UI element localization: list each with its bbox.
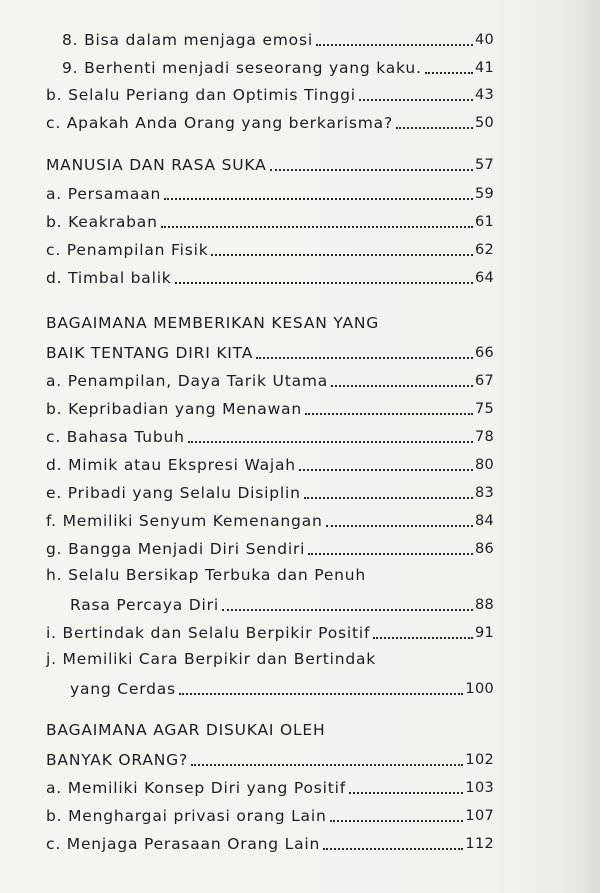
toc-leader-dots [175,282,473,284]
toc-entry-title: a. Penampilan, Daya Tarik Utama [46,372,329,390]
toc-section-entry [46,341,494,363]
toc-entry [46,266,494,288]
toc-entry [46,425,494,447]
toc-entry [70,593,494,615]
toc-section-title: BAGAIMANA MEMBERIKAN KESAN YANG [46,314,380,332]
toc-page-number: 107 [465,808,494,824]
toc-leader-dots [191,764,463,766]
toc-entry [70,677,494,699]
toc-entry-title: a. Memiliki Konsep Diri yang Positif [46,779,346,797]
toc-page-number: 43 [474,87,494,103]
toc-leader-dots [270,169,473,171]
toc-entry [46,238,494,260]
toc-entry-title: b. Keakraban [46,213,158,231]
toc-leader-dots [256,357,473,359]
toc-page-number: 112 [465,836,494,852]
toc-leader-dots [425,72,473,74]
toc-entry-title: b. Selalu Periang dan Optimis Tinggi [46,86,356,104]
toc-entry-title: 8. Bisa dalam menjaga emosi [62,31,313,49]
toc-page-number: 80 [474,457,494,473]
toc-leader-dots [188,441,473,443]
toc-page-number: 64 [474,270,494,286]
toc-page-number: 91 [474,625,494,641]
toc-page-number: 88 [474,597,494,613]
toc-leader-dots [316,44,473,46]
toc-entry-title: b. Kepribadian yang Menawan [46,400,302,418]
toc-entry-title: f. Memiliki Senyum Kemenangan [46,512,323,530]
toc-page-number: 103 [465,780,494,796]
toc-entry-title: i. Bertindak dan Selalu Berpikir Positif [46,624,371,642]
toc-leader-dots [331,385,473,387]
toc-entry-title: c. Penampilan Fisik [46,241,209,259]
toc-page-number: 102 [465,752,494,768]
toc-leader-dots [305,413,473,415]
page-gutter-shadow [560,0,600,893]
toc-page-number: 59 [474,186,494,202]
toc-entry [46,537,494,559]
toc-page-number: 84 [474,513,494,529]
toc-leader-dots [396,127,473,129]
toc-section-title: BANYAK ORANG? [46,751,188,769]
toc-page-number: 57 [474,157,494,173]
toc-entry [46,481,494,503]
toc-entry [46,509,494,531]
toc-page-number: 61 [474,214,494,230]
toc-entry-title: 9. Berhenti menjadi seseorang yang kaku. [62,59,422,77]
toc-page-number: 83 [474,485,494,501]
toc-entry [62,28,494,50]
toc-section-entry [46,748,494,770]
toc-entry [46,182,494,204]
toc-page-number: 50 [474,115,494,131]
toc-entry-title: d. Timbal balik [46,269,172,287]
toc-page-number: 40 [474,32,494,48]
toc-leader-dots [326,525,473,527]
toc-page-number: 41 [474,60,494,76]
toc-entry-title: yang Cerdas [70,680,176,698]
toc-entry-title: g. Bangga Menjadi Diri Sendiri [46,540,306,558]
toc-entry-title: c. Bahasa Tubuh [46,428,185,446]
toc-page-number: 75 [474,401,494,417]
toc-page-number: 78 [474,429,494,445]
toc-page-number: 62 [474,242,494,258]
toc-entry-title: c. Menjaga Perasaan Orang Lain [46,835,321,853]
toc-entry-title: c. Apakah Anda Orang yang berkarisma? [46,114,394,132]
toc-entry-title: d. Mimik atau Ekspresi Wajah [46,456,296,474]
toc-entry-title: a. Persamaan [46,185,162,203]
toc-entry [46,804,494,826]
toc-page-number: 67 [474,373,494,389]
toc-page-number: 86 [474,541,494,557]
toc-entry [46,210,494,232]
toc-entry [46,397,494,419]
toc-leader-dots [304,497,473,499]
toc-entry [46,832,494,854]
toc-entry-title: j. Memiliki Cara Berpikir dan Bertindak [46,650,377,668]
toc-page-number: 66 [474,345,494,361]
toc-entry [46,621,494,643]
toc-leader-dots [308,553,473,555]
toc-entry-title: h. Selalu Bersikap Terbuka dan Penuh [46,566,367,584]
toc-entry [46,83,494,105]
toc-section-title: BAGAIMANA AGAR DISUKAI OLEH [46,721,326,739]
toc-leader-dots [323,848,463,850]
toc-section-title: MANUSIA DAN RASA SUKA [46,156,267,174]
toc-entry-title: Rasa Percaya Diri [70,596,219,614]
toc-leader-dots [349,792,463,794]
toc-leader-dots [373,637,473,639]
toc-leader-dots [164,198,473,200]
toc-entry [46,111,494,133]
toc-entry [46,776,494,798]
toc-entry-title: e. Pribadi yang Selalu Disiplin [46,484,301,502]
toc-leader-dots [179,693,463,695]
toc-leader-dots [299,469,473,471]
toc-page-number: 100 [465,681,494,697]
toc-section-entry [46,153,494,175]
toc-entry [62,56,494,78]
toc-leader-dots [359,99,473,101]
toc-entry [46,453,494,475]
toc-entry-title: b. Menghargai privasi orang Lain [46,807,327,825]
toc-leader-dots [161,226,473,228]
toc-section-title: BAIK TENTANG DIRI KITA [46,344,254,362]
toc-leader-dots [211,254,472,256]
toc-entry [46,369,494,391]
toc-leader-dots [222,609,473,611]
toc-leader-dots [330,820,464,822]
